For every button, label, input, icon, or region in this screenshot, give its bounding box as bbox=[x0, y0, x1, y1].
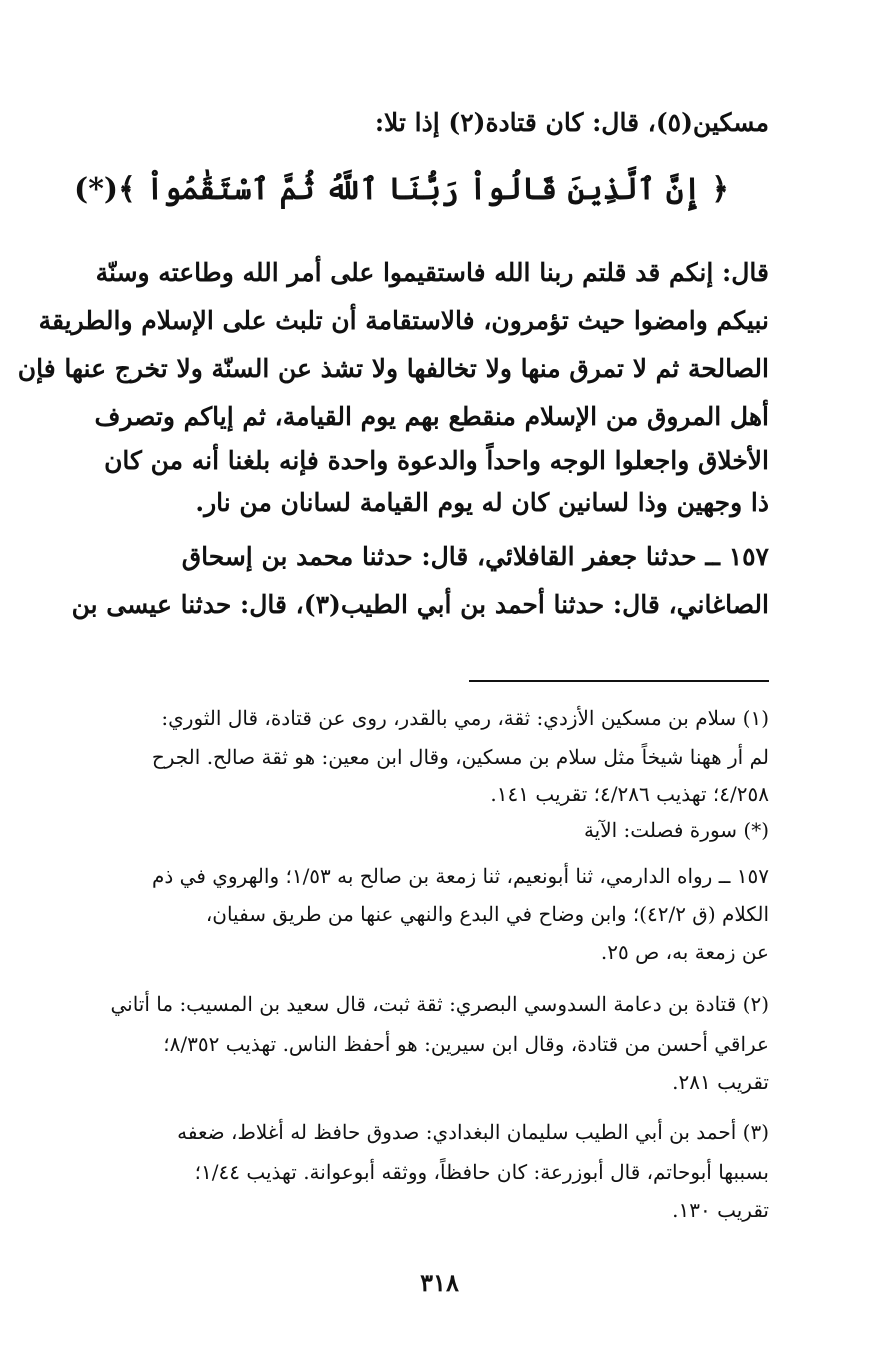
footnote-divider bbox=[469, 680, 769, 682]
footnote-line: عن زمعة به، ص ٢٥. bbox=[600, 940, 769, 964]
text-line: ذا وجهين وذا لسانين كان له يوم القيامة لسانان من نار. bbox=[195, 488, 769, 517]
text-line: نبيكم وامضوا حيث تؤمرون، فالاستقامة أن تلبث على الإسلام والطريقة bbox=[38, 306, 769, 335]
footnote-line: تقريب ١٣٠. bbox=[672, 1198, 769, 1222]
text-line: الأخلاق واجعلوا الوجه واحداً والدعوة واحدة فإنه بلغنا أنه من كان bbox=[104, 446, 769, 475]
page-number: ٣١٨ bbox=[420, 1268, 459, 1297]
footnote-line: لم أر ههنا شيخاً مثل سلام بن مسكين، وقال ابن معين: هو ثقة صالح. الجرح bbox=[151, 745, 769, 769]
footnote-line: (٣) أحمد بن أبي الطيب سليمان البغدادي: صدوق حافظ له أغلاط، ضعفه bbox=[177, 1120, 769, 1144]
text-line: قال: إنكم قد قلتم ربنا الله فاستقيموا على أمر الله وطاعته وسنّة bbox=[95, 258, 769, 287]
text-line: الصاغاني، قال: حدثنا أحمد بن أبي الطيب(٣)، قال: حدثنا عيسى بن bbox=[71, 590, 769, 619]
footnote-line: (١) سلام بن مسكين الأزدي: ثقة، رمي بالقدر، روى عن قتادة، قال الثوري: bbox=[161, 706, 769, 730]
footnote-line: ٤/٢٥٨؛ تهذيب ٤/٢٨٦؛ تقريب ١٤١. bbox=[490, 782, 769, 806]
footnote-line: بسببها أبوحاتم، قال أبوزرعة: كان حافظاً، ووثقه أبوعوانة. تهذيب ١/٤٤؛ bbox=[194, 1160, 769, 1184]
footnote-line: تقريب ٢٨١. bbox=[672, 1070, 769, 1094]
quran-verse: ﴿ إِنَّ ٱلَّذِينَ قَالُواْ رَبُّنَا ٱللَّهُ ثُمَّ ٱسْتَقَٰمُواْ ﴾(*) bbox=[74, 172, 729, 207]
footnote-line: الكلام (ق ٤٢/٢)؛ وابن وضاح في البدع والنهي عنها من طريق سفيان، bbox=[205, 902, 769, 926]
text-line: أهل المروق من الإسلام منقطع بهم يوم القيامة، ثم إياكم وتصرف bbox=[94, 402, 769, 431]
footnote-line: (*) سورة فصلت: الآية bbox=[583, 818, 769, 842]
text-line: ١٥٧ ــ حدثنا جعفر القافلائي، قال: حدثنا محمد بن إسحاق bbox=[181, 542, 769, 571]
footnote-line: (٢) قتادة بن دعامة السدوسي البصري: ثقة ثبت، قال سعيد بن المسيب: ما أتاني bbox=[110, 992, 769, 1016]
footnote-line: عراقي أحسن من قتادة، وقال ابن سيرين: هو أحفظ الناس. تهذيب ٨/٣٥٢؛ bbox=[163, 1032, 769, 1056]
text-line: الصالحة ثم لا تمرق منها ولا تخالفها ولا تشذ عن السنّة ولا تخرج عنها فإن bbox=[17, 354, 769, 383]
footnote-line: ١٥٧ ــ رواه الدارمي، ثنا أبونعيم، ثنا زمعة بن صالح به ١/٥٣؛ والهروي في ذم bbox=[152, 864, 769, 888]
text-line: مسكين(٥)، قال: كان قتادة(٢) إذا تلا: bbox=[374, 108, 769, 137]
